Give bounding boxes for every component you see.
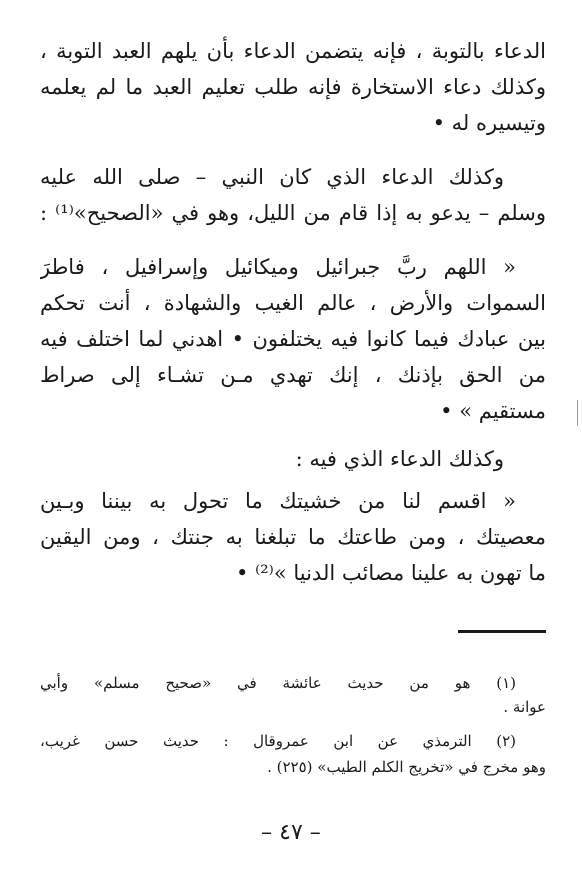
body-line-9: من الحق بإذنك ، إنك تهدي مـن تشـاء إلى صراط [40,363,546,387]
scan-margin-mark [577,400,578,426]
footnote-2-line-2: وهو مخرج في «تخريج الكلم الطيب» (٢٢٥) . [267,758,546,776]
page-number: – ٤٧ – [261,820,321,845]
body-line-12: « اقسم لنا من خشيتك ما تحول به بيننا وبـين [40,489,516,513]
body-line-1: الدعاء بالتوبة ، فإنه يتضمن الدعاء بأن يلهم العبد التوبة ، [40,39,546,63]
body-line-5: وسلم – يدعو به إذا قام من الليل، وهو في «الصحيح»⁽¹⁾ : [40,201,546,225]
body-line-14: ما تهون به علينا مصائب الدنيا »⁽²⁾ • [236,561,546,585]
body-line-4: وكذلك الدعاء الذي كان النبي – صلى الله عليه [40,165,504,189]
body-line-3: وتيسيره له • [432,111,546,135]
body-line-7: السموات والأرض ، عالم الغيب والشهادة ، أنت تحكم [40,291,546,315]
footnote-separator [458,630,546,633]
body-line-10: مستقيم » • [440,399,546,423]
body-line-6: « اللهم ربَّ جبرائيل وميكائيل وإسرافيل ، فاطرَ [40,255,516,279]
body-line-8: بين عبادك فيما كانوا فيه يختلفون • اهدني لما اختلف فيه [40,327,546,351]
footnote-2-line-1: (٢) الترمذي عن ابن عمروقال : حديث حسن غريب، [40,732,516,750]
body-line-13: معصيتك ، ومن طاعتك ما تبلغنا به جنتك ، ومن اليقين [40,525,546,549]
footnote-1-line-2: عوانة . [503,698,546,716]
body-line-2: وكذلك دعاء الاستخارة فإنه طلب تعليم العبد ما لم يعلمه [40,75,546,99]
body-line-11: وكذلك الدعاء الذي فيه : [295,447,504,471]
footnote-1-line-1: (١) هو من حديث عائشة في «صحيح مسلم» وأبي [40,674,516,692]
